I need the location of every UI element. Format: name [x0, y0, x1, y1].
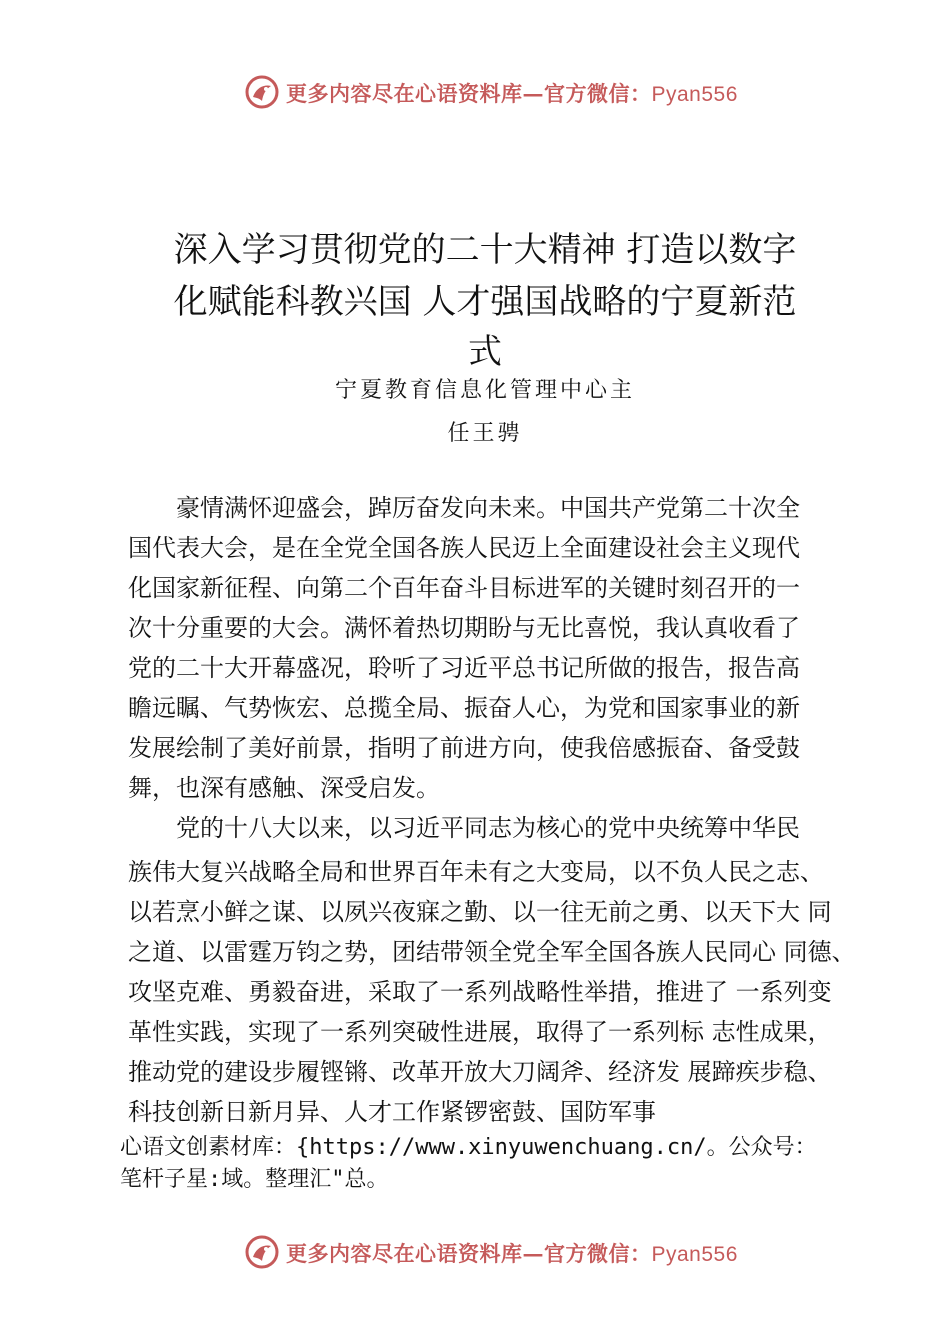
- body-line: 族伟大复兴战略全局和世界百年未有之大变局，以不负人民之志、: [128, 858, 824, 886]
- body-line: 以若烹小鲜之谋、以夙兴夜寐之勤、以一往无前之勇、以天下大 同: [128, 898, 832, 926]
- body-line: 攻坚克难、勇毅奋进，采取了一系列战略性举措，推进了 一系列变: [128, 978, 832, 1006]
- body-line: 舞，也深有感触、深受启发。: [128, 774, 440, 802]
- header-banner: [0, 70, 950, 114]
- header-wechat-id: Pyan556: [651, 83, 738, 106]
- body-line: 国代表大会，是在全党全国各族人民迈上全面建设社会主义现代: [128, 534, 800, 562]
- source-note-line-2: 笔杆子星:域。整理汇"总。: [120, 1167, 389, 1192]
- brand-logo-icon: [244, 1234, 280, 1270]
- title-line-1: 深入学习贯彻党的二十大精神 打造以数字: [173, 230, 797, 270]
- author-line-2: 任王骋: [447, 421, 523, 446]
- body-line: 次十分重要的大会。满怀着热切期盼与无比喜悦，我认真收看了: [128, 614, 800, 642]
- title-line-2: 化赋能科教兴国 人才强国战略的宁夏新范: [173, 282, 797, 322]
- body-line: 科技创新日新月异、人才工作紧锣密鼓、国防军事: [128, 1098, 656, 1126]
- title-line-3: 式: [468, 332, 502, 372]
- body-line: 党的二十大开幕盛况，聆听了习近平总书记所做的报告，报告高: [128, 654, 800, 682]
- body-line: 推动党的建设步履铿锵、改革开放大刀阔斧、经济发 展蹄疾步稳、: [128, 1058, 832, 1086]
- body-line: 豪情满怀迎盛会，踔厉奋发向未来。中国共产党第二十次全: [176, 494, 800, 522]
- footer-banner: [0, 1230, 950, 1274]
- brand-logo-icon: [244, 74, 280, 110]
- body-line: 化国家新征程、向第二个百年奋斗目标进军的关键时刻召开的一: [128, 574, 800, 602]
- body-line: 发展绘制了美好前景，指明了前进方向，使我倍感振奋、备受鼓: [128, 734, 800, 762]
- footer-wechat-id: Pyan556: [651, 1243, 738, 1266]
- header-banner-text: 更多内容尽在心语资料库—官方微信：Pyan556: [286, 81, 738, 106]
- footer-banner-text: 更多内容尽在心语资料库—官方微信：Pyan556: [286, 1241, 738, 1266]
- body-line: 革性实践，实现了一系列突破性进展，取得了一系列标 志性成果，: [128, 1018, 832, 1046]
- body-line: 党的十八大以来，以习近平同志为核心的党中央统筹中华民: [176, 814, 800, 842]
- body-line: 瞻远瞩、气势恢宏、总揽全局、振奋人心，为党和国家事业的新: [128, 694, 800, 722]
- body-line: 之道、以雷霆万钧之势，团结带领全党全军全国各族人民同心 同德、: [128, 938, 856, 966]
- author-line-1: 宁夏教育信息化管理中心主: [334, 378, 635, 403]
- source-note-line-1: 心语文创素材库：{https://www.xinyuwenchuang.cn/。公众号：: [120, 1135, 817, 1160]
